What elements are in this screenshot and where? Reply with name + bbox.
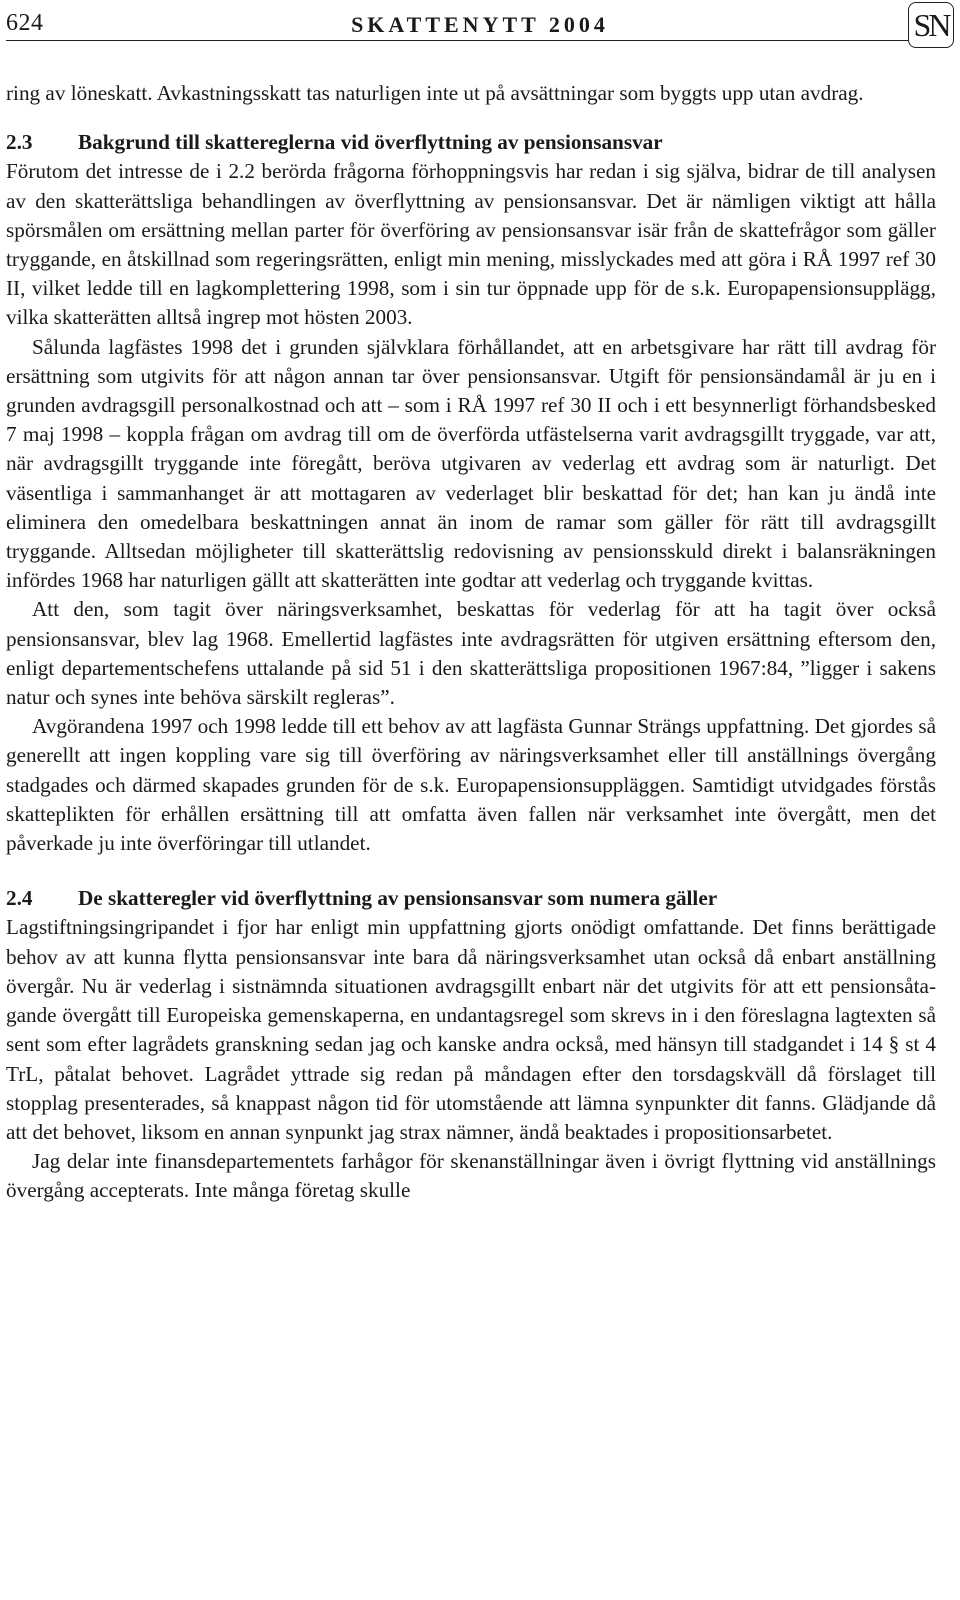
- paragraph: Jag delar inte finansdepartementets farhågor för skenanställningar även i övrigt flyttning vid anställnings övergång accepterats. Inte många företag skulle: [6, 1149, 936, 1203]
- paragraph: Förutom det intresse de i 2.2 berörda frågorna förhoppningsvis har redan i sig själva, bidrar de till analysen av den skatterättsliga behandlingen av överflyttning av pensionsansvar. Det är nämligen viktigt att hålla spörsmålen om ersättning mellan parter för överföring av pensionsansvar isär från de skattefrågor som gäller tryggande, en åtskillnad som regeringsrätten, enligt min mening, misslyckades med att göra i RÅ 1997 ref 30 II, vilket ledde till en lagkomplettering 1998, som i sin tur öppnade upp för de s.k. Europapensionsupplägg, vilka skatterätten alltså ingrep mot hösten 2003.: [6, 159, 936, 330]
- section-heading: [6, 128, 936, 157]
- section-title: De skatteregler vid överflyttning av pensionsansvar som numera gäller: [78, 886, 718, 911]
- section-title: Bakgrund till skattereglerna vid överflyttning av pensionsansvar: [78, 130, 663, 155]
- journal-title: SKATTENYTT 2004: [351, 12, 609, 37]
- article-body: [6, 79, 936, 1206]
- section-heading: [6, 884, 936, 913]
- paragraph: Avgörandena 1997 och 1998 ledde till ett behov av att lagfästa Gunnar Strängs uppfattning. Det gjordes så generellt att ingen koppling vare sig till överföring av näringsverksamhet eller till anställnings övergång stadgades och därmed skapades grunden för de s.k. Europapensionsuppläggen. Samtidigt utvidgades förstås skatteplikten för erhållen ersättning till att omfatta även fallen när verksamhet inte övergått, men det påverkade ju inte överföringar till utlandet.: [6, 714, 936, 856]
- paragraph: Sålunda lagfästes 1998 det i grunden självklara förhållandet, att en arbetsgivare har rätt till avdrag för ersättning som utgivits för att någon annan tar över pensionsansvar. Utgift för pensionsändamål är ju en i grunden avdragsgill personalkostnad och att – som i RÅ 1997 ref 30 II och i ett besynnerligt förhandsbesked 7 maj 1998 – koppla frågan om avdrag till om de överförda utfästelserna varit avdragsgillt tryggade, var att, när avdragsgillt tryggande inte föregått, beröva utgivaren av vederlag ett avdrag som är naturligt. Det väsentliga i sammanhanget är att mottagaren av vederlaget blir beskattad för det; han kan ju ändå inte eliminera den omedelbara beskattningen annat än inom de ramar som gäller för rätt till avdragsgillt tryggande. Alltsedan möjligheter till skatterättslig redovisning av pensionsskuld direkt i balansräkningen infördes 1968 har naturligen gällt att skatterätten inte godtar att vederlag och tryggande kvittas.: [6, 334, 936, 593]
- journal-logo: SN: [908, 2, 954, 48]
- page-number: 624: [6, 10, 44, 36]
- paragraph: Lagstiftningsingripandet i fjor har enligt min uppfattning gjorts onödigt omfattande. Det finns berättigade behov av att kunna flytta pensionsansvar inte bara då näringsverksamhet utan också då enbart anställning övergår. Nu är vederlag i sistnämnda situationen avdragsgillt enbart när det utgivits för att ett pensionsåtagande övergått till Europeiska gemenskaperna, en undantagsregel som skrevs in i den föreslagna lagtexten så sent som efter lagrådets granskning sedan jag och kanske andra också, med hänsyn till stadgandet i 14 § st 4 TrL, påtalat behovet. Lagrådet yttrade sig redan på måndagen efter den torsdagskväll då förslaget till stopplag presenterades, så knappast någon tid för utomstående att lämna synpunkter dit fanns. Glädjande då att det behovet, liksom en annan synpunkt jag strax nämner, ändå beaktades i propositionsarbetet.: [6, 915, 936, 1144]
- section-number: 2.4: [6, 886, 33, 911]
- paragraph: Att den, som tagit över näringsverksamhet, beskattas för vederlag för att ha tagit över också pensionsansvar, blev lag 1968. Emellertid lagfästes inte avdragsrätten för utgiven ersättning eftersom den, enligt departementschefens uttalande på sid 51 i den skatterättsliga propositionen 1967:84, ”ligger i sakens natur och synes inte behöva särskilt regleras”.: [6, 597, 936, 710]
- header-rule: [6, 40, 916, 41]
- page-header: [6, 8, 954, 42]
- paragraph: ring av löneskatt. Avkastningsskatt tas naturligen inte ut på avsättningar som byggts upp utan avdrag.: [6, 81, 864, 105]
- section-number: 2.3: [6, 130, 33, 155]
